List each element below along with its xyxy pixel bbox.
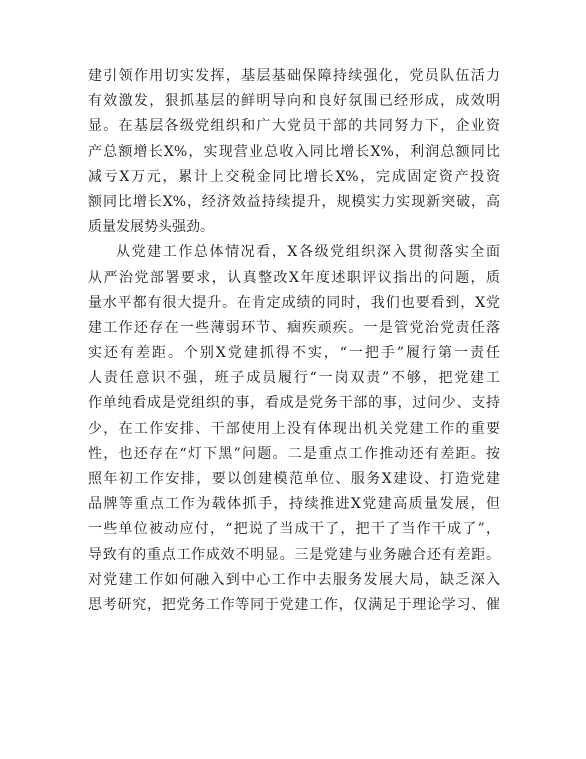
text-line: 性，也还存在“灯下黑”问题。二是重点工作推动还有差距。按	[88, 445, 500, 462]
text-line: 产总额增长X%，实现营业总收入同比增长X%，利润总额同比	[88, 143, 500, 160]
text-line: 实还有差距。个别X党建抓得不实，“一把手”履行第一责任	[88, 345, 500, 362]
text-line: 质量发展势头强劲。	[88, 219, 214, 236]
text-line: 对党建工作如何融入到中心工作中去服务发展大局，缺乏深入	[88, 571, 500, 588]
text-line: 额同比增长X%，经济效益持续提升，规模实力实现新突破，高	[88, 193, 500, 210]
text-line: 有效激发，狠抓基层的鲜明导向和良好氛围已经形成，成效明	[88, 93, 500, 110]
text-line: 量水平都有很大提升。在肯定成绩的同时，我们也要看到，X党	[88, 294, 500, 311]
text-line: 从党建工作总体情况看，X各级党组织深入贯彻落实全面	[116, 244, 500, 261]
text-line: 减亏X万元，累计上交税金同比增长X%，完成固定资产投资	[88, 168, 500, 185]
text-line: 人责任意识不强，班子成员履行“一岗双责”不够，把党建工	[88, 370, 500, 387]
text-line: 建引领作用切实发挥，基层基础保障持续强化，党员队伍活力	[88, 68, 500, 84]
paragraph-2	[88, 240, 500, 618]
text-line: 一些单位被动应付，“把说了当成干了，把干了当作干成了”，	[88, 521, 500, 538]
text-line: 品牌等重点工作为载体抓手，持续推进X党建高质量发展，但	[88, 496, 500, 513]
text-line: 作单纯看成是党组织的事，看成是党务干部的事，过问少、支持	[88, 395, 500, 412]
text-line: 思考研究，把党务工作等同于党建工作，仅满足于理论学习、催	[88, 596, 500, 613]
document-body	[88, 64, 500, 618]
text-line: 照年初工作安排，要以创建模范单位、服务X建设、打造党建	[88, 471, 500, 487]
paragraph-1	[88, 64, 500, 240]
text-line: 显。在基层各级党组织和广大党员干部的共同努力下，企业资	[88, 118, 500, 135]
text-line: 导致有的重点工作成效不明显。三是党建与业务融合还有差距。	[88, 546, 500, 563]
text-line: 从严治党部署要求，认真整改X年度述职评议指出的问题，质	[88, 269, 500, 286]
text-line: 建工作还存在一些薄弱环节、痼疾顽疾。一是管党治党责任落	[88, 319, 500, 336]
text-line: 少，在工作安排、干部使用上没有体现出机关党建工作的重要	[88, 420, 500, 437]
